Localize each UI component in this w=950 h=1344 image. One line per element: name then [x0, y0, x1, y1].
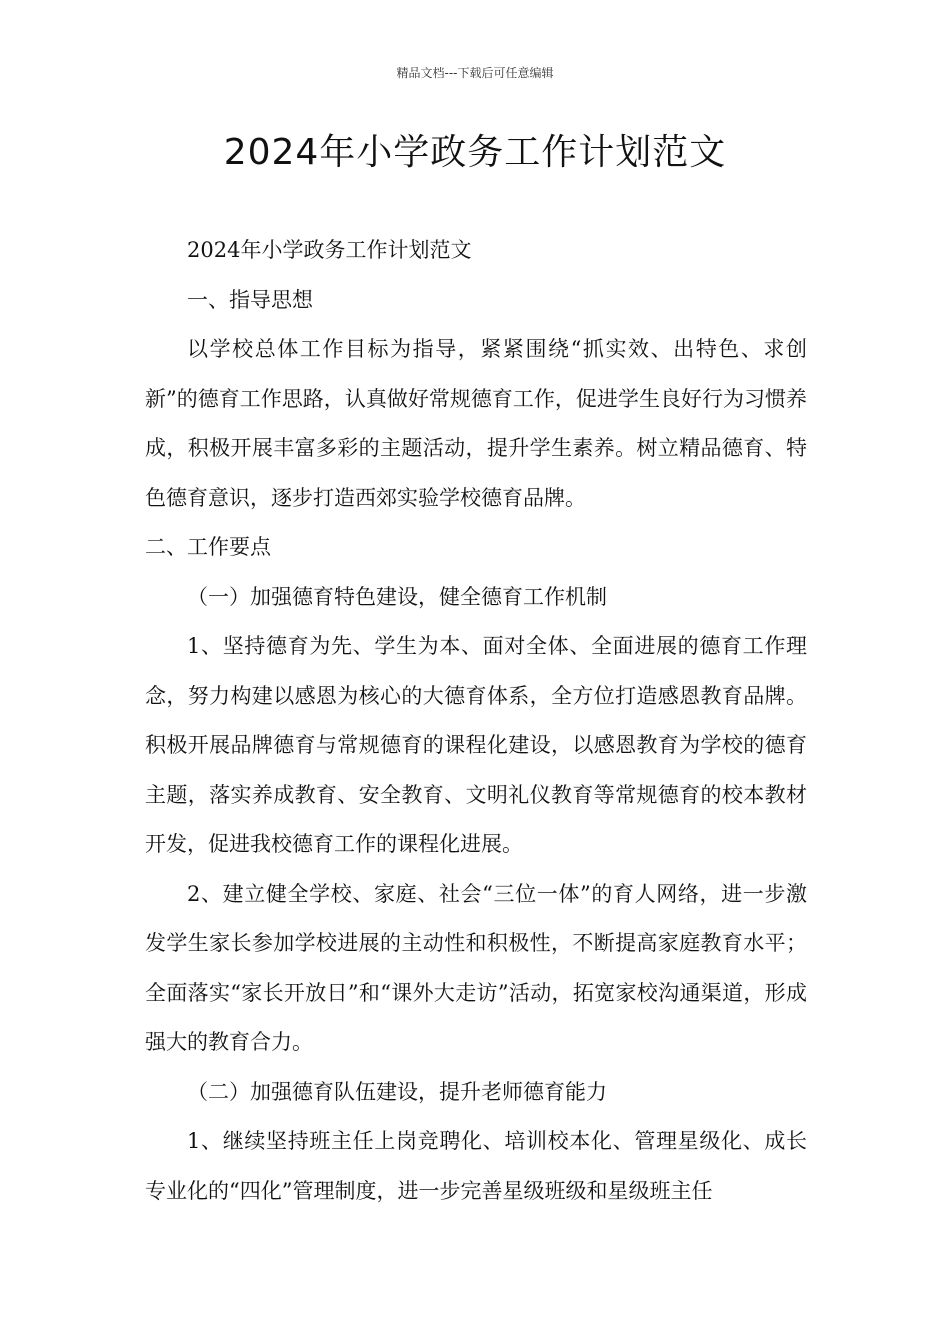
section-heading-guiding-thought: 一、指导思想	[187, 287, 313, 312]
subheading-moral-feature: （一）加强德育特色建设，健全德育工作机制	[187, 584, 607, 609]
document-title: 2024年小学政务工作计划范文	[223, 132, 727, 173]
subheading-team-building: （二）加强德育队伍建设，提升老师德育能力	[187, 1079, 607, 1104]
paragraph-item-1: 1、坚持德育为先、学生为本、面对全体、全面进展的德育工作理念，努力构建以感恩为核心的大德育体系，全方位打造感恩教育品牌。积极开展品牌德育与常规德育的课程化建设，以感恩教育为学校的德育主题，落实养成教育、安全教育、文明礼仪教育等常规德育的校本教材开发，促进我校德育工作的课程化进展。	[145, 634, 807, 856]
section-heading-work-points: 二、工作要点	[145, 535, 271, 559]
document-body	[145, 226, 807, 1216]
paragraph-item-2: 2、建立健全学校、家庭、社会“三位一体”的育人网络，进一步激发学生家长参加学校进展的主动性和积极性，不断提高家庭教育水平；全面落实“家长开放日”和“课外大走访”活动，拓宽家校沟通渠道，形成强大的教育合力。	[145, 881, 807, 1054]
paragraph-team-item-1: 1、继续坚持班主任上岗竞聘化、培训校本化、管理星级化、成长专业化的“四化”管理制度，进一步完善星级班级和星级班主任	[145, 1129, 807, 1203]
body-title-line: 2024年小学政务工作计划范文	[187, 238, 472, 262]
paragraph-guiding-thought: 以学校总体工作目标为指导，紧紧围绕“抓实效、出特色、求创新”的德育工作思路，认真做好常规德育工作，促进学生良好行为习惯养成，积极开展丰富多彩的主题活动，提升学生素养。树立精品德育、特色德育意识，逐步打造西郊实验学校德育品牌。	[145, 337, 807, 510]
running-header: 精品文档---下载后可任意编辑	[396, 66, 554, 80]
